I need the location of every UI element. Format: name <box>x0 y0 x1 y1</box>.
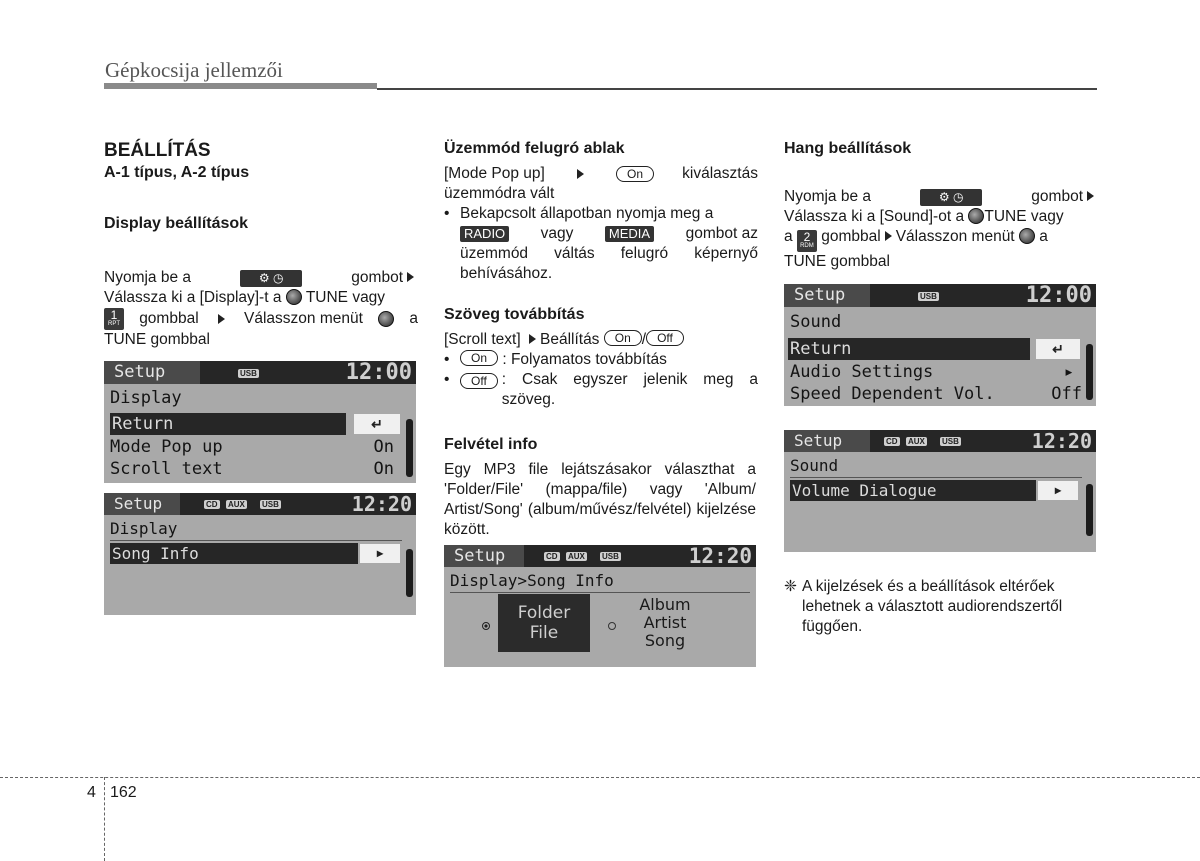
instr-text: [Mode Pop up] <box>444 165 545 182</box>
arrow-icon <box>407 272 414 282</box>
lcd-header: Display <box>110 519 178 538</box>
lcd-row-volume-dialogue: Volume Dialogue <box>790 480 1036 501</box>
lcd-row-scroll-text: Scroll text On <box>110 459 394 479</box>
right-arrow-icon: ▸ <box>360 544 400 563</box>
lcd-scrollbar <box>1086 344 1093 400</box>
setup-clock-button: ⚙ ◷ <box>920 189 982 206</box>
instr-text: kiválasztás <box>682 165 758 182</box>
lcd-clock: 12:00 <box>345 361 412 385</box>
page-number: 162 <box>110 784 137 801</box>
return-icon: ↵ <box>354 414 400 434</box>
lcd-title: Setup <box>104 361 200 384</box>
right-arrow-icon: ▸ <box>1038 481 1078 500</box>
usb-badge: USB <box>262 500 279 509</box>
instr-text: a <box>784 228 793 245</box>
sound-settings-heading: Hang beállítások <box>784 140 912 157</box>
display-instructions <box>104 268 418 350</box>
sound-instructions <box>784 187 1098 272</box>
arrow-icon <box>577 169 584 179</box>
preset-2-rdm-icon: 2 RDM <box>797 230 817 252</box>
lcd-row-speed-dependent-vol: Speed Dependent Vol. Off <box>790 384 1082 404</box>
display-settings-heading: Display beállítások <box>104 215 249 232</box>
lcd-titlebar <box>104 493 416 515</box>
instr-text: gombbal <box>139 310 199 327</box>
lcd-row-mode-popup: Mode Pop up On <box>110 437 394 457</box>
setup-clock-button: ⚙ ◷ <box>240 270 302 287</box>
tune-knob-icon <box>1019 228 1035 244</box>
footnote <box>784 577 1098 637</box>
off-pill: Off <box>460 373 498 389</box>
page-header-title: Gépkocsija jellemzői <box>105 58 283 82</box>
radio-button-label: RADIO <box>460 226 509 242</box>
cd-badge: CD <box>206 500 218 509</box>
instr-text: Nyomja be a <box>104 269 192 286</box>
lcd-row-return: Return <box>788 338 1030 360</box>
arrow-icon <box>218 314 225 324</box>
lcd-header: Display <box>110 388 182 408</box>
lcd-title: Setup <box>784 284 870 307</box>
lcd-screen-sound <box>784 284 1096 406</box>
cd-badge: CD <box>546 552 558 561</box>
instr-text: gombot az <box>685 225 758 242</box>
lcd-row-return: Return <box>110 413 346 435</box>
on-pill: On <box>604 330 642 346</box>
instr-text: gombot <box>1031 188 1083 205</box>
lcd-scrollbar <box>406 419 413 477</box>
lcd-header: Display>Song Info <box>450 571 614 590</box>
lcd-titlebar <box>784 430 1096 452</box>
option-album-artist-song: Album Artist Song <box>639 595 691 650</box>
aux-badge: AUX <box>568 552 585 561</box>
tune-knob-icon <box>286 289 302 305</box>
instr-text: Válasszon menüt <box>244 310 363 327</box>
footer-divider <box>104 777 105 861</box>
bullet: • <box>444 371 450 388</box>
lcd-titlebar <box>104 361 416 384</box>
lcd-titlebar <box>784 284 1096 307</box>
lcd-divider <box>790 477 1082 478</box>
instr-text: gombbal <box>821 228 881 245</box>
instr-text: üzemmód váltás felugró képernyő <box>460 245 758 262</box>
arrow-icon <box>885 231 892 241</box>
aux-badge: AUX <box>228 500 245 509</box>
on-pill: On <box>616 166 654 182</box>
lcd-title: Setup <box>784 430 870 452</box>
instr-text: Válasszon menüt <box>895 228 1015 245</box>
mode-popup-heading: Üzemmód felugró ablak <box>444 140 625 157</box>
mode-popup-text <box>444 164 758 284</box>
instr-text: TUNE vagy <box>305 289 386 306</box>
instr-text: Beállítás <box>539 331 600 348</box>
instr-text: a <box>1039 228 1048 245</box>
note-text: A kijelzések és a beállítások eltérőek lehetnek a választott audiorendszertől függően. <box>802 578 1063 635</box>
instr-text: üzemmódra vált <box>444 185 555 202</box>
instr-text: TUNE gombbal <box>784 253 890 270</box>
instr-text: [Scroll text] <box>444 331 521 348</box>
lcd-screen-song-info-detail <box>444 545 756 667</box>
instr-text: : Csak egyszer jelenik meg a <box>501 371 758 388</box>
aux-badge: AUX <box>908 437 925 446</box>
note-mark: ❈ <box>784 578 797 595</box>
bullet: • <box>444 351 450 368</box>
scroll-text-heading: Szöveg továbbítás <box>444 306 585 323</box>
lcd-clock: 12:20 <box>688 545 752 568</box>
lcd-header: Sound <box>790 312 842 332</box>
preset-1-rpt-icon: 1 RPT <box>104 308 124 330</box>
song-info-heading: Felvétel info <box>444 436 538 453</box>
cd-badge: CD <box>886 437 898 446</box>
lcd-row-audio-settings: Audio Settings ▸ <box>790 362 1074 382</box>
lcd-scrollbar <box>406 549 413 597</box>
lcd-titlebar <box>444 545 756 567</box>
usb-badge: USB <box>942 437 959 446</box>
lcd-title: Setup <box>444 545 524 567</box>
return-icon: ↵ <box>1036 339 1080 359</box>
chapter-number: 4 <box>87 784 96 801</box>
header-bar <box>104 83 377 89</box>
lcd-scrollbar <box>1086 484 1093 536</box>
instr-text: behívásához. <box>460 265 553 282</box>
instr-text: Válassza ki a [Sound]-ot a <box>784 208 965 225</box>
lcd-screen-display <box>104 361 416 483</box>
lcd-divider <box>110 540 402 541</box>
instr-text: : Folyamatos továbbítás <box>502 351 667 368</box>
radio-unselected-icon <box>608 622 616 630</box>
bullet: • <box>444 205 450 222</box>
arrow-icon <box>1087 191 1094 201</box>
footer-rule <box>0 777 1200 778</box>
header-rule <box>377 88 1097 90</box>
on-pill: On <box>460 350 498 366</box>
lcd-divider <box>450 592 750 593</box>
lcd-screen-song-info <box>104 493 416 615</box>
instr-text: gombot <box>351 269 403 286</box>
lcd-clock: 12:20 <box>1031 430 1092 453</box>
option-folder-file: Folder File <box>498 594 590 652</box>
lcd-title: Setup <box>104 493 180 515</box>
lcd-screen-volume-dialogue <box>784 430 1096 552</box>
media-button-label: MEDIA <box>605 226 654 242</box>
instr-text: Nyomja be a <box>784 188 872 205</box>
arrow-icon <box>529 334 536 344</box>
song-info-text: Egy MP3 file lejátszásakor választhat a 'Folder/File' (mappa/file) vagy 'Album/ Artist/Song' (album/művész/felvétel) kijelzése között. <box>444 461 756 538</box>
instr-text: szöveg. <box>501 391 556 408</box>
usb-badge: USB <box>240 369 257 378</box>
scroll-text-body: [Scroll text] Beállítás On / Off • On : Folyamatos továbbítás • Off : Csak egyszer jelenik meg a szöveg. <box>444 331 758 408</box>
tune-knob-icon <box>968 208 984 224</box>
usb-badge: USB <box>920 292 937 301</box>
instr-text: a <box>409 310 418 327</box>
section-title: BEÁLLÍTÁS <box>104 140 211 161</box>
instr-text: TUNE gombbal <box>104 331 210 348</box>
lcd-row-song-info: Song Info <box>110 543 358 564</box>
tune-knob-icon <box>378 311 394 327</box>
radio-selected-icon <box>482 622 490 630</box>
off-pill: Off <box>646 330 684 346</box>
type-subtitle: A-1 típus, A-2 típus <box>104 164 250 181</box>
instr-text: Bekapcsolt állapotban nyomja meg a <box>460 205 714 222</box>
lcd-header: Sound <box>790 456 839 475</box>
instr-text: vagy <box>540 225 574 242</box>
instr-text: TUNE vagy <box>984 208 1064 225</box>
lcd-clock: 12:00 <box>1025 284 1092 308</box>
lcd-clock: 12:20 <box>351 493 412 516</box>
instr-text: Válassza ki a [Display]-t a <box>104 289 282 306</box>
usb-badge: USB <box>602 552 619 561</box>
